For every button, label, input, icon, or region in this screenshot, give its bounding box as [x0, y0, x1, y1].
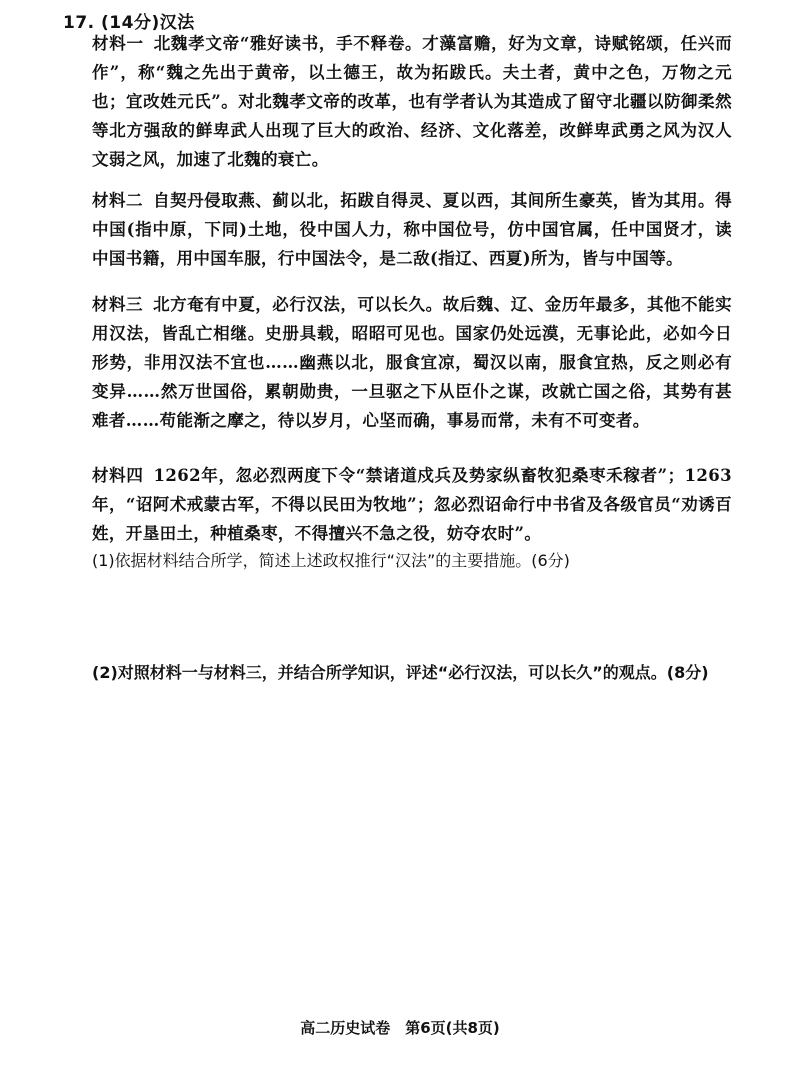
page-footer: 高二历史试卷 第6页(共8页)	[300, 1019, 500, 1037]
material-4-text: 1262年，忽必烈两度下令“禁诸道戍兵及势家纵畜牧犯桑枣禾稼者”；1263年，“诏阿术戒蒙古军，不得以民田为牧地”；忽必烈诏命行中书省及各级官员“劝诱百姓，开垦田土，种植桑枣，不得擅兴不急之役，妨夺农时”。	[92, 466, 732, 543]
material-4	[92, 461, 732, 548]
question-title: 17. (14分)汉法	[63, 13, 195, 33]
sub-question-1: (1)依据材料结合所学，简述上述政权推行“汉法”的主要措施。(6分)	[92, 551, 570, 570]
material-3-label: 材料三	[92, 295, 144, 314]
sub-question-2: (2)对照材料一与材料三，并结合所学知识，评述“必行汉法，可以长久”的观点。(8分)	[92, 663, 709, 682]
material-1-label: 材料一	[92, 34, 144, 53]
material-2-label: 材料二	[92, 191, 144, 210]
material-3-text: 北方奄有中夏，必行汉法，可以长久。故后魏、辽、金历年最多，其他不能实用汉法，皆乱亡相继。史册具载，昭昭可见也。国家仍处远漠，无事论此，必如今日形势，非用汉法不宜也……幽燕以北，服食宜凉，蜀汉以南，服食宜热，反之则必有变异……然万世国俗，累朝勋贵，一旦驱之下从臣仆之谋，改就亡国之俗，其势有甚难者……苟能渐之摩之，待以岁月，心坚而确，事易而常，未有不可变者。	[92, 295, 732, 430]
material-4-label: 材料四	[92, 466, 144, 485]
material-3	[92, 290, 732, 435]
material-2-text: 自契丹侵取燕、蓟以北，拓跋自得灵、夏以西，其间所生豪英，皆为其用。得中国(指中原，下同)土地，役中国人力，称中国位号，仿中国官属，任中国贤才，读中国书籍，用中国车服，行中国法令，是二敌(指辽、西夏)所为，皆与中国等。	[92, 191, 732, 268]
material-1	[92, 29, 732, 174]
material-1-text: 北魏孝文帝“雅好读书，手不释卷。才藻富赡，好为文章，诗赋铭颂，任兴而作”，称“魏之先出于黄帝，以土德王，故为拓跋氏。夫土者，黄中之色，万物之元也；宜改姓元氏”。对北魏孝文帝的改革，也有学者认为其造成了留守北疆以防御柔然等北方强敌的鲜卑武人出现了巨大的政治、经济、文化落差，改鲜卑武勇之风为汉人文弱之风，加速了北魏的衰亡。	[92, 34, 733, 169]
material-2	[92, 186, 732, 273]
